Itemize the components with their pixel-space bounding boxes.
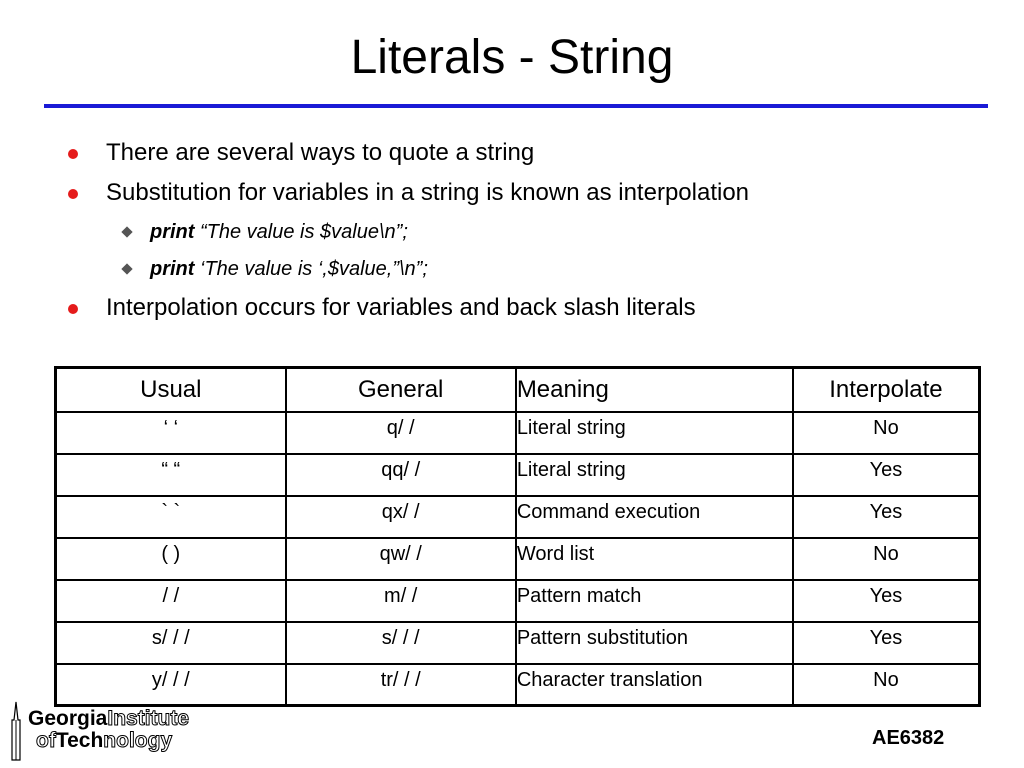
logo-word-institute: Institute [107,707,190,730]
bullet-item [106,138,534,168]
table-row [56,454,980,496]
code-keyword: print [150,258,195,280]
title-divider [44,104,988,108]
cell-meaning: Literal string [516,412,793,454]
code-text: ‘The value is ‘,$value,”\n”; [194,258,428,280]
bullet-dot-icon [68,304,78,314]
cell-usual: s/ / / [56,622,286,664]
string-literals-table [54,366,981,707]
cell-meaning: Character translation [516,664,793,706]
bullet-dot-icon [68,189,78,199]
cell-meaning: Command execution [516,496,793,538]
bullet-dot-icon [68,149,78,159]
column-header-general: General [286,368,516,412]
cell-general: s/ / / [286,622,516,664]
cell-general: q/ / [286,412,516,454]
table-row [56,580,980,622]
cell-usual: ` ` [56,496,286,538]
cell-interpolate: No [793,412,980,454]
table-header-row [56,368,980,412]
bullet-item [106,293,696,323]
code-text: “The value is $value\n”; [194,221,408,243]
georgia-tech-logo [6,700,216,764]
cell-meaning: Literal string [516,454,793,496]
cell-general: qq/ / [286,454,516,496]
cell-general: qx/ / [286,496,516,538]
cell-general: tr/ / / [286,664,516,706]
cell-meaning: Pattern match [516,580,793,622]
cell-interpolate: No [793,664,980,706]
cell-general: m/ / [286,580,516,622]
logo-word-tech: Tech [55,729,104,752]
diamond-bullet-icon [121,263,132,274]
table-row [56,622,980,664]
course-code: AE6382 [872,727,945,749]
cell-interpolate: Yes [793,454,980,496]
diamond-bullet-icon [121,226,132,237]
table-row [56,538,980,580]
sub-bullet-item [150,219,408,245]
cell-interpolate: Yes [793,580,980,622]
cell-meaning: Word list [516,538,793,580]
column-header-meaning: Meaning [516,368,793,412]
sub-bullet-item [150,256,428,282]
cell-usual: “ “ [56,454,286,496]
bullet-text: Interpolation occurs for variables and back slash literals [106,294,696,321]
cell-interpolate: Yes [793,622,980,664]
cell-usual: y/ / / [56,664,286,706]
cell-usual: / / [56,580,286,622]
cell-usual: ( ) [56,538,286,580]
cell-general: qw/ / [286,538,516,580]
column-header-interpolate: Interpolate [793,368,980,412]
cell-meaning: Pattern substitution [516,622,793,664]
bullet-text: There are several ways to quote a string [106,139,535,166]
cell-usual: ‘ ‘ [56,412,286,454]
cell-interpolate: No [793,538,980,580]
table-row [56,496,980,538]
column-header-usual: Usual [56,368,286,412]
table-row [56,412,980,454]
tower-icon [6,700,26,764]
logo-word-of: of [36,729,56,752]
bullet-item [106,178,749,208]
cell-interpolate: Yes [793,496,980,538]
code-keyword: print [150,221,195,243]
slide-title: Literals - String [350,31,674,84]
logo-word-georgia: Georgia [28,707,108,730]
logo-word-nology: nology [103,729,173,752]
bullet-text: Substitution for variables in a string is known as interpolation [106,179,750,206]
